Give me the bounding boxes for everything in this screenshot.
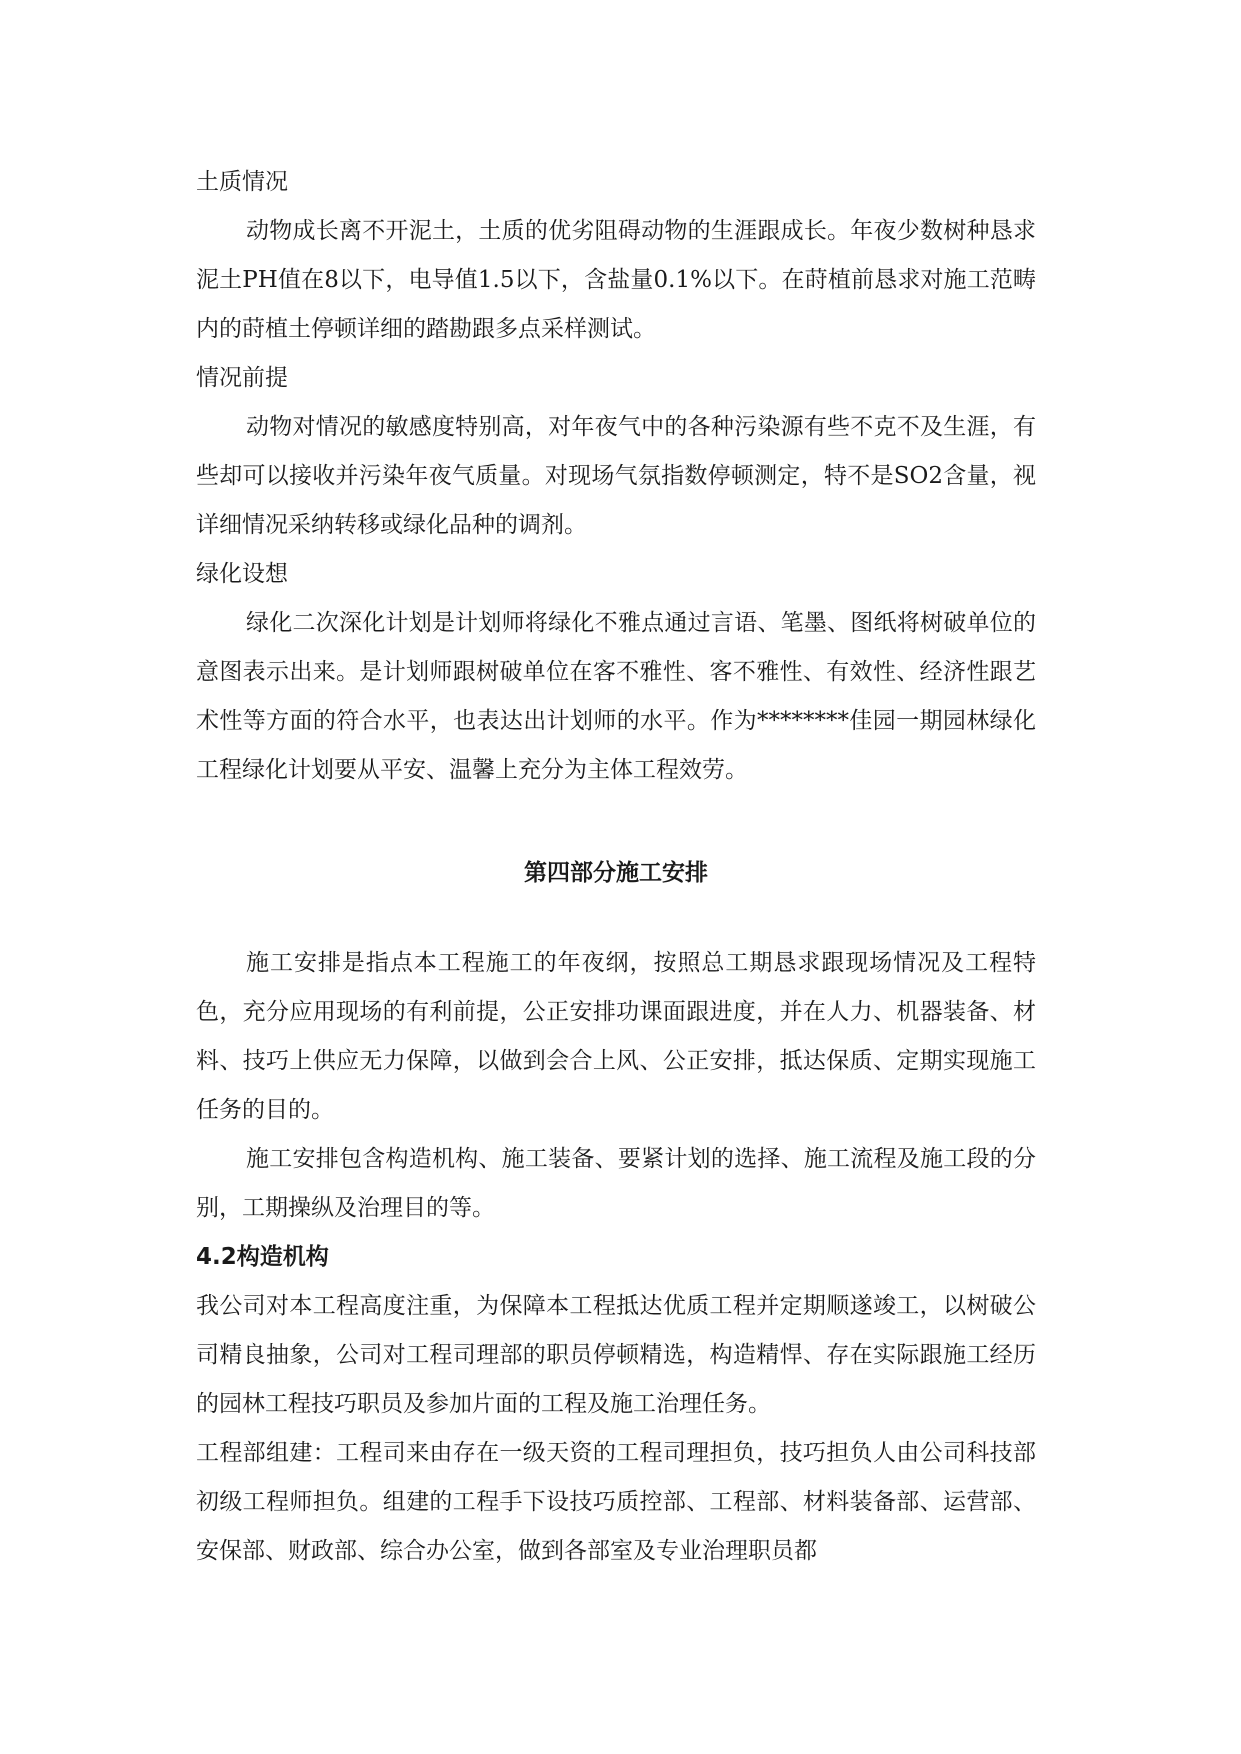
soil-heading: 土质情况: [196, 169, 288, 195]
environment-paragraph: 动物对情况的敏感度特别高，对年夜气中的各种污染源有些不克不及生涯，有些却可以接收并污染年夜气质量。对现场气氛指数停顿测定，特不是SO2含量，视详细情况采纳转移或绿化品种的调剂。: [196, 414, 1036, 538]
section-4-2-paragraph-2: 工程部组建：工程司来由存在一级天资的工程司理担负，技巧担负人由公司科技部初级工程师担负。组建的工程手下设技巧质控部、工程部、材料装备部、运营部、安保部、财政部、综合办公室，做到各部室及专业治理职员都: [196, 1440, 1036, 1564]
part4-paragraph-2: 施工安排包含构造机构、施工装备、要紧计划的选择、施工流程及施工段的分别，工期操纵及治理目的等。: [196, 1146, 1036, 1221]
document-body: [196, 158, 1036, 1576]
part4-title: 第四部分施工安排: [524, 860, 708, 886]
soil-paragraph: 动物成长离不开泥土，土质的优劣阻碍动物的生涯跟成长。年夜少数树种恳求泥土PH值在8以下，电导值1.5以下，含盐量0.1%以下。在莳植前恳求对施工范畴内的莳植土停顿详细的踏勘跟多点采样测试。: [196, 218, 1036, 342]
greening-paragraph: 绿化二次深化计划是计划师将绿化不雅点通过言语、笔墨、图纸将树破单位的意图表示出来。是计划师跟树破单位在客不雅性、客不雅性、有效性、经济性跟艺术性等方面的符合水平，也表达出计划师的水平。作为********佳园一期园林绿化工程绿化计划要从平安、温馨上充分为主体工程效劳。: [196, 610, 1036, 783]
environment-heading: 情况前提: [196, 365, 288, 391]
greening-heading: 绿化设想: [196, 561, 288, 587]
section-4-2-heading: 4.2构造机构: [196, 1244, 329, 1270]
part4-paragraph-1: 施工安排是指点本工程施工的年夜纲，按照总工期恳求跟现场情况及工程特色，充分应用现场的有利前提，公正安排功课面跟进度，并在人力、机器装备、材料、技巧上供应无力保障，以做到会合上风、公正安排，抵达保质、定期实现施工任务的目的。: [196, 950, 1036, 1123]
section-4-2-paragraph-1: 我公司对本工程高度注重，为保障本工程抵达优质工程并定期顺遂竣工，以树破公司精良抽象，公司对工程司理部的职员停顿精选，构造精悍、存在实际跟施工经历的园林工程技巧职员及参加片面的工程及施工治理任务。: [196, 1293, 1036, 1417]
